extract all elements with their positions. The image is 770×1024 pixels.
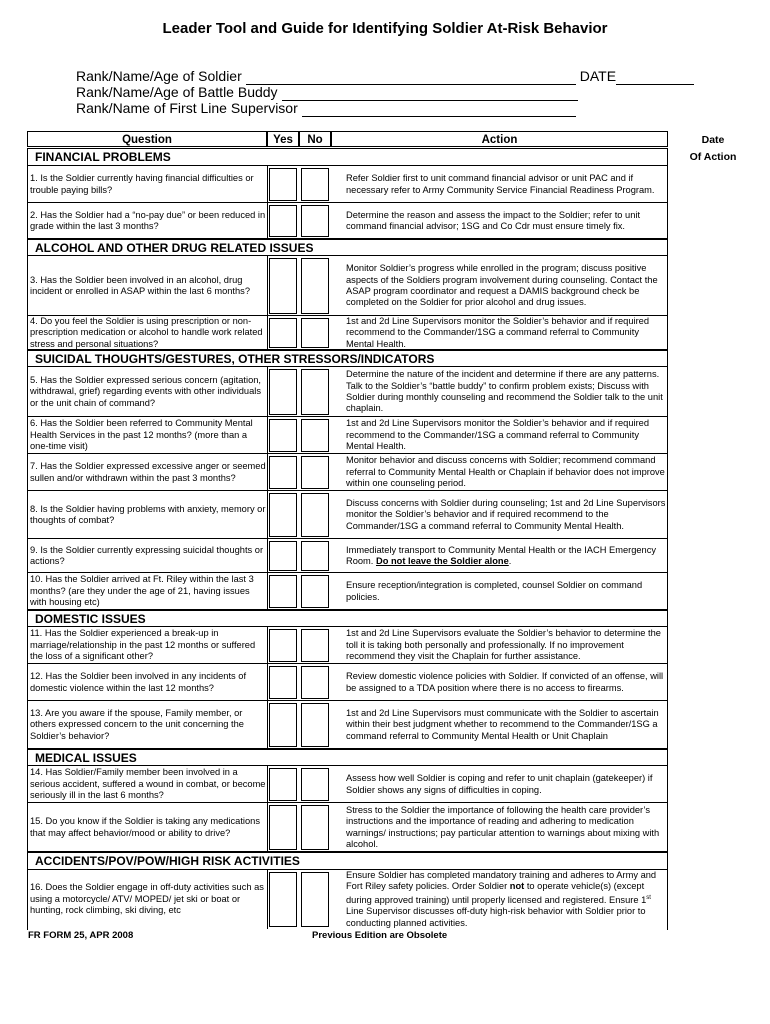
table-row — [27, 256, 668, 316]
yes-col-header: Yes — [267, 131, 299, 147]
action-text-sup: st — [646, 894, 651, 901]
no-checkbox[interactable] — [301, 258, 329, 314]
no-checkbox[interactable] — [301, 541, 329, 571]
table-row — [27, 454, 668, 491]
yes-checkbox[interactable] — [269, 168, 297, 201]
supervisor-field[interactable] — [302, 102, 576, 117]
soldier-label: Rank/Name/Age of Soldier — [76, 68, 242, 84]
table-row — [27, 627, 668, 664]
question-text: 5. Has the Soldier expressed serious concern (agitation, withdrawal, grief) regarding events with other individuals or the unit chain of command? — [30, 374, 261, 408]
table-row — [27, 573, 668, 610]
date-field[interactable] — [616, 70, 694, 85]
no-checkbox[interactable] — [301, 456, 329, 489]
table-row — [27, 803, 668, 852]
section-medical: MEDICAL ISSUES — [27, 749, 668, 766]
section-financial: FINANCIAL PROBLEMS — [27, 148, 668, 166]
action-text-part2: to operate vehicle(s) (except during approved training) until properly licensed and registered. Ensure 1 — [346, 881, 647, 905]
action-text: Determine the reason and assess the impact to the Soldier; refer to unit command financial advisor; 1SG and Co Cdr must ensure timely fix. — [346, 209, 641, 231]
form-number: FR FORM 25, APR 2008 — [28, 930, 134, 941]
divider — [267, 367, 268, 610]
soldier-field[interactable] — [246, 70, 576, 85]
yes-checkbox[interactable] — [269, 575, 297, 608]
action-text-main: Immediately transport to Community Mental Health or the IACH Emergency Room. — [346, 544, 657, 566]
question-text: 1. Is the Soldier currently having financial difficulties or trouble paying bills? — [30, 173, 254, 195]
yes-checkbox[interactable] — [269, 872, 297, 927]
action-col-header: Action — [331, 131, 668, 147]
action-text: Monitor Soldier’s progress while enrolled in the program; discuss positive aspects of the Soldiers program involvement during counseling. Contact the ASAP program coordinator and request a DAMIS background check be completed on the Soldier for prior alcohol and drug issues. — [346, 263, 658, 308]
yes-checkbox[interactable] — [269, 805, 297, 850]
table-row — [27, 166, 668, 203]
action-text: 1st and 2d Line Supervisors monitor the Soldier’s behavior and if required recommend to the Commander/1SG a command referral to Community Mental Health. — [346, 418, 650, 452]
no-checkbox[interactable] — [301, 168, 329, 201]
action-text-part3: Line Supervisor discusses off-duty high-risk behavior with Soldier prior to conducting planned activities. — [346, 906, 646, 928]
question-text: 8. Is the Soldier having problems with anxiety, memory or thoughts of combat? — [30, 503, 266, 525]
question-text: 9. Is the Soldier currently expressing suicidal thoughts or actions? — [30, 544, 264, 566]
no-checkbox[interactable] — [301, 666, 329, 699]
divider — [267, 870, 268, 929]
yes-checkbox[interactable] — [269, 493, 297, 537]
action-text: Assess how well Soldier is coping and refer to unit chaplain (gatekeeper) if Soldier shows any signs of difficulties in coping. — [346, 773, 653, 795]
question-text: 12. Has the Soldier been involved in any incidents of domestic violence within the last 12 months? — [30, 671, 247, 693]
no-checkbox[interactable] — [301, 768, 329, 801]
supervisor-line — [76, 100, 576, 117]
action-text: 1st and 2d Line Supervisors must communicate with the Soldier to ascertain within their best judgment whether to recommend to the Commander/1SG a command referral to Community Mental Health or Unit Chaplain — [346, 707, 659, 741]
question-text: 4. Do you feel the Soldier is using prescription or non-prescription medication or alcohol to handle work related stress and personal situations? — [30, 315, 263, 349]
section-suicidal: SUICIDAL THOUGHTS/GESTURES, OTHER STRESSORS/INDICATORS — [27, 350, 668, 367]
question-text: 15. Do you know if the Soldier is taking any medications that may affect behavior/mood or ability to drive? — [30, 816, 260, 838]
action-text-part1: Ensure Soldier has completed mandatory training and adheres to Army and Fort Riley safety policies. Order Soldier — [346, 869, 657, 892]
question-text: 6. Has the Soldier been referred to Community Mental Health Services in the past 12 months? (more than a one-time visit) — [30, 418, 253, 452]
table-row — [27, 491, 668, 539]
buddy-field[interactable] — [282, 86, 578, 101]
action-text: Refer Soldier first to unit command financial advisor or unit PAC and if necessary refer to Army Community Service Financial Readiness Program. — [346, 173, 655, 195]
yes-checkbox[interactable] — [269, 703, 297, 747]
question-text: 13. Are you aware if the spouse, Family member, or others expressed concern to the unit concerning the Soldier’s behavior? — [30, 707, 244, 741]
action-text: Monitor behavior and discuss concerns with Soldier; recommend command referral to Community Mental Health or Chaplain if behavior does not improve within one counseling period. — [346, 455, 665, 489]
supervisor-label: Rank/Name of First Line Supervisor — [76, 100, 298, 116]
table-row — [27, 870, 668, 929]
yes-checkbox[interactable] — [269, 456, 297, 489]
no-checkbox[interactable] — [301, 205, 329, 237]
question-text: 7. Has the Soldier expressed excessive anger or seemed sullen and/or withdrawn within the past 3 months? — [30, 461, 266, 483]
no-checkbox[interactable] — [301, 703, 329, 747]
yes-checkbox[interactable] — [269, 629, 297, 662]
table-row — [27, 766, 668, 803]
question-text: 3. Has the Soldier been involved in an alcohol, drug incident or enrolled in ASAP within the last 6 months? — [30, 274, 250, 296]
table-row — [27, 316, 668, 350]
divider — [267, 766, 268, 852]
table-row — [27, 203, 668, 239]
yes-checkbox[interactable] — [269, 369, 297, 415]
table-row — [27, 417, 668, 454]
action-text: Immediately transport to Community Mental Health or the IACH Emergency Room. Do not leave the Soldier alone. — [346, 544, 657, 566]
action-text: Stress to the Soldier the importance of following the health care provider’s instructions and the importance of reading and adhering to medication warnings/ instructions; pay particular attention to warnings about mixing with alcohol. — [346, 804, 660, 849]
action-text: Discuss concerns with Soldier during counseling; 1st and 2d Line Supervisors monitor the Soldier’s behavior and if required recommend to the Commander/1SG a command referral to Community Mental Health. — [346, 497, 666, 531]
action-text: 1st and 2d Line Supervisors monitor the Soldier’s behavior and if required recommend to the Commander/1SG a command referral to Community Mental Health. — [346, 315, 650, 349]
no-checkbox[interactable] — [301, 629, 329, 662]
yes-checkbox[interactable] — [269, 258, 297, 314]
action-text-emphasis: Do not leave the Soldier alone — [375, 556, 509, 566]
action-text: Ensure reception/integration is completed, counsel Soldier on command policies. — [346, 580, 643, 602]
action-text: 1st and 2d Line Supervisors evaluate the Soldier’s behavior to determine the toll it is taking both personally and professionally. If no improvement recommend they visit the Chaplain for further assistance. — [346, 628, 661, 662]
no-checkbox[interactable] — [301, 369, 329, 415]
of-action-col-header: Of Action — [689, 151, 737, 163]
yes-checkbox[interactable] — [269, 318, 297, 348]
no-checkbox[interactable] — [301, 872, 329, 927]
table-row — [27, 367, 668, 417]
yes-checkbox[interactable] — [269, 205, 297, 237]
question-text: 10. Has the Soldier arrived at Ft. Riley within the last 3 months? (are they under the age of 21, having issues with housing etc) — [30, 574, 254, 608]
date-col-header: Date — [701, 134, 725, 146]
yes-checkbox[interactable] — [269, 666, 297, 699]
obsolete-note: Previous Edition are Obsolete — [312, 930, 448, 941]
table-row — [27, 539, 668, 573]
question-text: 14. Has Soldier/Family member been involved in a serious accident, suffered a wound in combat, or become seriously ill in the last 6 months? — [30, 767, 266, 801]
no-col-header: No — [299, 131, 331, 147]
action-text — [346, 870, 666, 929]
section-accidents: ACCIDENTS/POV/POW/HIGH RISK ACTIVITIES — [27, 852, 668, 870]
question-col-header: Question — [27, 131, 267, 147]
no-checkbox[interactable] — [301, 419, 329, 452]
no-checkbox[interactable] — [301, 318, 329, 348]
action-text-not: not — [509, 881, 525, 892]
yes-checkbox[interactable] — [269, 541, 297, 571]
no-checkbox[interactable] — [301, 575, 329, 608]
section-domestic: DOMESTIC ISSUES — [27, 610, 668, 627]
action-text: Determine the nature of the incident and determine if there are any patterns. Talk to the Soldier’s “battle buddy” to confirm problem exists; Discuss with Soldier during monthly counseling and recommend the Soldier talk to the unit chaplain. — [346, 369, 663, 414]
yes-checkbox[interactable] — [269, 419, 297, 452]
section-alcohol: ALCOHOL AND OTHER DRUG RELATED ISSUES — [27, 239, 668, 256]
table-border-left — [27, 148, 28, 930]
no-checkbox[interactable] — [301, 805, 329, 850]
table-row — [27, 701, 668, 749]
table-row — [27, 664, 668, 701]
action-text: Review domestic violence policies with Soldier. If convicted of an offense, will be assigned to a TDA position where there is no access to firearms. — [346, 671, 664, 693]
question-text: 2. Has the Soldier had a “no-pay due” or been reduced in grade within the last 3 months? — [30, 209, 266, 231]
divider — [267, 166, 268, 239]
divider — [267, 627, 268, 749]
question-text: 16. Does the Soldier engage in off-duty activities such as using a motorcycle/ ATV/ MOPED/ jet ski or boat or hunting, rock climbing, ski diving, etc — [30, 882, 264, 916]
no-checkbox[interactable] — [301, 493, 329, 537]
yes-checkbox[interactable] — [269, 768, 297, 801]
page-title: Leader Tool and Guide for Identifying Soldier At-Risk Behavior — [162, 20, 608, 37]
soldier-line — [76, 68, 694, 85]
question-text: 11. Has the Soldier experienced a break-up in marriage/relationship in the past 12 months or suffered the loss of a significant other? — [30, 628, 256, 662]
buddy-line — [76, 84, 578, 101]
table-border-right — [667, 148, 668, 930]
date-label: DATE — [579, 68, 617, 84]
divider — [267, 256, 268, 350]
buddy-label: Rank/Name/Age of Battle Buddy — [76, 84, 278, 100]
